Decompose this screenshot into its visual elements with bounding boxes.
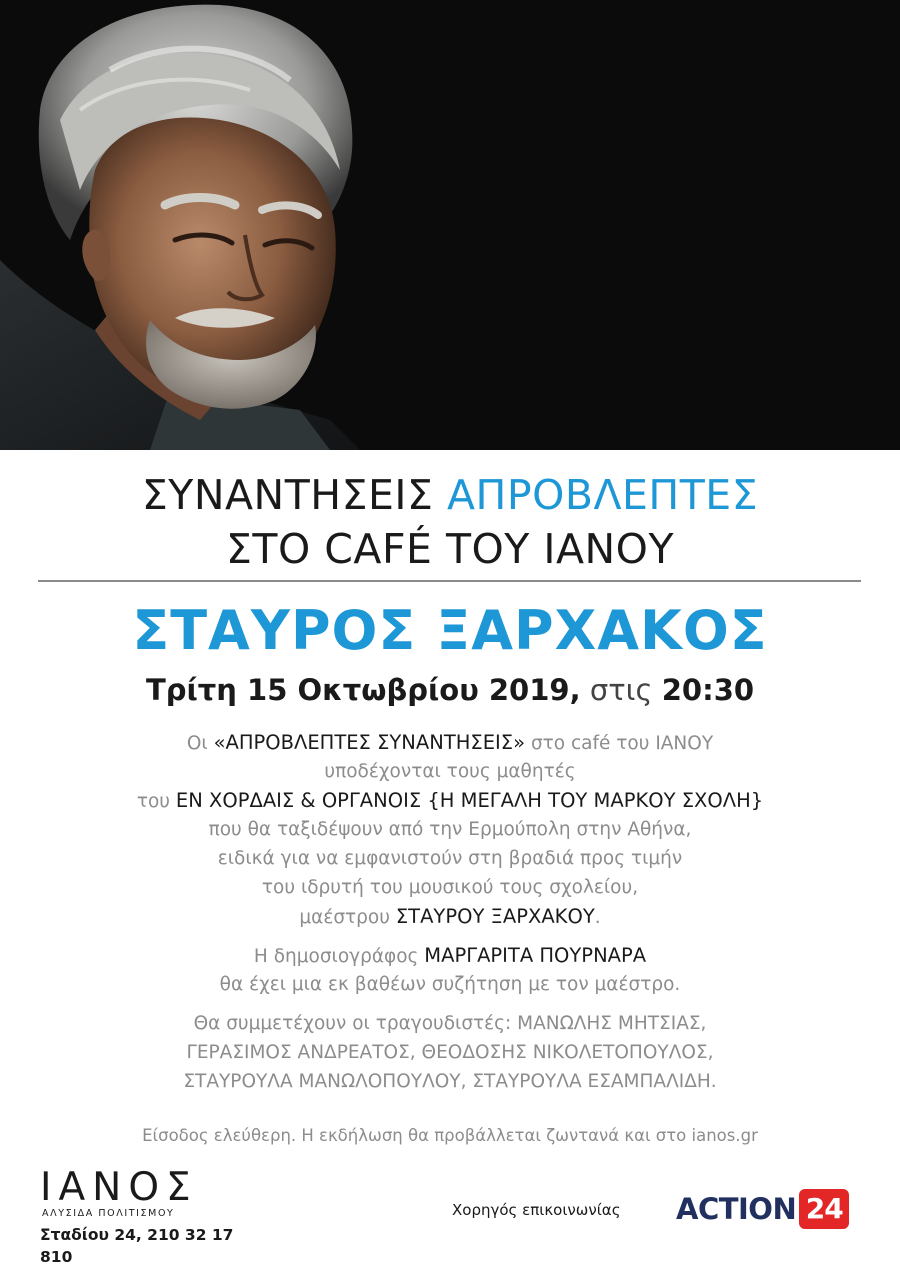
action24-word: ACTION [676,1192,797,1226]
desc-highlight: ΕΝ ΧΟΡΔΑΙΣ & ΟΡΓΑΝΟΙΣ {Η ΜΕΓΑΛΗ ΤΟΥ ΜΑΡΚΟΥ ΣΧΟΛΗ} [175,789,764,812]
desc-text: μαέστρου [299,907,390,928]
desc-text: του [136,791,171,812]
desc-line [0,941,900,970]
desc-highlight: ΣΤΑΥΡΟΥ ΞΑΡΧΑΚΟΥ [395,905,595,928]
action24-number: 24 [799,1189,849,1229]
event-date: Τρίτη 15 Οκτωβρίου 2019, [145,673,581,707]
divider-line [38,580,861,582]
ianos-logo-name: ΙΑΝΟΣ [40,1165,198,1210]
event-description [0,728,900,1096]
desc-line: που θα ταξιδέψουν από την Ερμούπολη στην Αθήνα, [208,819,692,840]
desc-line: υποδέχονται τους μαθητές [324,761,576,782]
desc-highlight: «ΑΠΡΟΒΛΕΠΤΕΣ ΣΥΝΑΝΤΗΣΕΙΣ» [213,731,526,754]
desc-text: στο café του ΙΑΝΟΥ [530,733,714,754]
ianos-address: Σταδίου 24, 210 32 17 810 [40,1226,234,1266]
series-title-line2: ΣΤΟ CAFÉ ΤΟΥ ΙΑΝΟΥ [226,525,674,573]
desc-text: . [594,907,601,928]
desc-line [0,728,900,757]
series-title-blue: ΑΠΡΟΒΛΕΠΤΕΣ [446,471,759,519]
series-title [0,468,900,576]
artist-name: ΣΤΑΥΡΟΣ ΞΑΡΧΑΚΟΣ [132,599,768,662]
ianos-logo [40,1165,270,1268]
desc-line: Θα συμμετέχουν οι τραγουδιστές: ΜΑΝΩΛΗΣ ΜΗΤΣΙΑΣ, [193,1013,707,1034]
desc-line [0,786,900,815]
desc-text: Η δημοσιογράφος [253,946,419,967]
series-title-black: ΣΥΝΑΝΤΗΣΕΙΣ [141,471,434,519]
portrait-illustration [0,0,900,450]
ianos-logo-tagline: ΑΛΥΣΙΔΑ ΠΟΛΙΤΙΣΜΟΥ [42,1208,175,1219]
event-at: στις [589,673,653,707]
desc-highlight: ΜΑΡΓΑΡΙΤΑ ΠΟΥΡΝΑΡΑ [424,944,647,967]
series-title-line1 [0,468,900,522]
desc-line: θα έχει μια εκ βαθέων συζήτηση με τον μαέστρο. [219,974,681,995]
action24-logo [676,1189,849,1229]
portrait-photo [0,0,900,450]
desc-line: του ιδρυτή του μουσικού τους σχολείου, [261,877,639,898]
desc-line: ΣΤΑΥΡΟΥΛΑ ΜΑΝΩΛΟΠΟΥΛΟΥ, ΣΤΑΥΡΟΥΛΑ ΕΣΑΜΠΑΛΙΔΗ. [183,1071,717,1092]
event-datetime [0,670,900,710]
desc-line: ΓΕΡΑΣΙΜΟΣ ΑΝΔΡΕΑΤΟΣ, ΘΕΟΔΟΣΗΣ ΝΙΚΟΛΕΤΟΠΟΥΛΟΣ, [186,1042,714,1063]
desc-text: Οι [186,733,208,754]
entry-note: Είσοδος ελεύθερη. Η εκδήλωση θα προβάλλεται ζωντανά και στο ianos.gr [142,1126,758,1145]
event-time: 20:30 [661,673,755,707]
desc-line [0,902,900,931]
desc-line: ειδικά για να εμφανιστούν στη βραδιά προς τιμήν [217,848,683,869]
sponsor-label: Χορηγός επικοινωνίας [452,1201,621,1219]
